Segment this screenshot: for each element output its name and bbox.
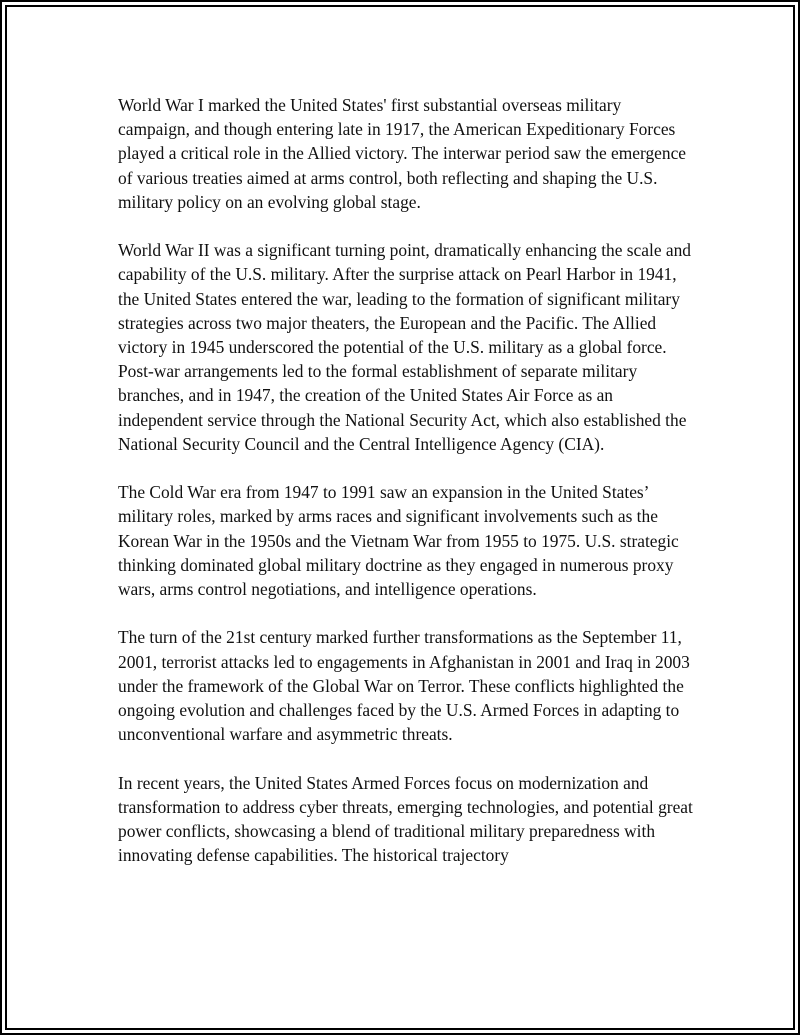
document-body bbox=[118, 93, 693, 867]
paragraph-world-war-ii: World War II was a significant turning point, dramatically enhancing the scale and capability of the U.S. military. After the surprise attack on Pearl Harbor in 1941, the United States entered the war, leading to the formation of significant military strategies across two major theaters, the European and the Pacific. The Allied victory in 1945 underscored the potential of the U.S. military as a global force. Post-war arrangements led to the formal establishment of separate military branches, and in 1947, the creation of the United States Air Force as an independent service through the National Security Act, which also established the National Security Council and the Central Intelligence Agency (CIA). bbox=[118, 240, 691, 454]
paragraph-21st-century: The turn of the 21st century marked further transformations as the September 11, 2001, terrorist attacks led to engagements in Afghanistan in 2001 and Iraq in 2003 under the framework of the Global War on Terror. These conflicts highlighted the ongoing evolution and challenges faced by the U.S. Armed Forces in adapting to unconventional warfare and asymmetric threats. bbox=[118, 627, 690, 745]
paragraph-cold-war: The Cold War era from 1947 to 1991 saw an expansion in the United States’ military roles, marked by arms races and significant involvements such as the Korean War in the 1950s and the Vietnam War from 1955 to 1975. U.S. strategic thinking dominated global military doctrine as they engaged in numerous proxy wars, arms control negotiations, and intelligence operations. bbox=[118, 482, 679, 600]
paragraph-world-war-i: World War I marked the United States' first substantial overseas military campaign, and though entering late in 1917, the American Expeditionary Forces played a critical role in the Allied victory. The interwar period saw the emergence of various treaties aimed at arms control, both reflecting and shaping the U.S. military policy on an evolving global stage. bbox=[118, 95, 687, 212]
paragraph-recent-years: In recent years, the United States Armed Forces focus on modernization and transformation to address cyber threats, emerging technologies, and potential great power conflicts, showcasing a blend of traditional military preparedness with innovating defense capabilities. The historical trajectory bbox=[118, 772, 693, 866]
